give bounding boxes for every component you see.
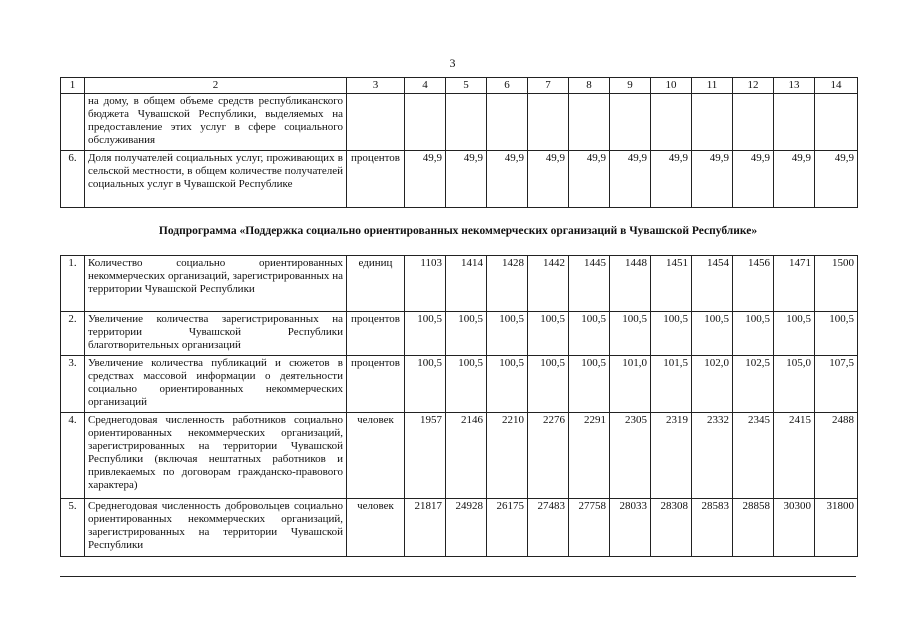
value-cell: 2332: [692, 413, 733, 499]
value-cell: 107,5: [815, 356, 858, 413]
value-cell: 102,5: [733, 356, 774, 413]
value-cell: 101,0: [610, 356, 651, 413]
page-number: 3: [449, 56, 456, 70]
value-cell: 2210: [487, 413, 528, 499]
value-cell: 28858: [733, 499, 774, 557]
value-cell: [446, 94, 487, 151]
value-cell: 28033: [610, 499, 651, 557]
table-row: [61, 151, 858, 208]
table-row: [61, 499, 858, 557]
value-cell: 1456: [733, 256, 774, 312]
value-cell: 49,9: [610, 151, 651, 208]
value-cell: 31800: [815, 499, 858, 557]
value-cell: 100,5: [528, 312, 569, 356]
value-cell: 100,5: [446, 356, 487, 413]
header-cell: 1: [61, 78, 85, 94]
value-cell: 102,0: [692, 356, 733, 413]
value-cell: 49,9: [774, 151, 815, 208]
indicator-text: Доля получателей социальных услуг, проживающих в сельской местности, в общем количестве получателей социальных услуг в Чувашской Республике: [85, 151, 347, 208]
table-row: [61, 356, 858, 413]
value-cell: 100,5: [692, 312, 733, 356]
value-cell: 100,5: [569, 356, 610, 413]
header-cell: 6: [487, 78, 528, 94]
value-cell: 49,9: [815, 151, 858, 208]
value-cell: [774, 94, 815, 151]
table-row: [61, 256, 858, 312]
value-cell: 1454: [692, 256, 733, 312]
value-cell: 49,9: [446, 151, 487, 208]
unit-cell: [347, 94, 405, 151]
value-cell: [569, 94, 610, 151]
row-number: 5.: [61, 499, 85, 557]
value-cell: 49,9: [733, 151, 774, 208]
table-row: [61, 312, 858, 356]
unit-cell: человек: [347, 413, 405, 499]
value-cell: 100,5: [774, 312, 815, 356]
value-cell: 27483: [528, 499, 569, 557]
row-number: 3.: [61, 356, 85, 413]
header-cell: 14: [815, 78, 858, 94]
value-cell: 2146: [446, 413, 487, 499]
bottom-divider: [60, 576, 856, 577]
value-cell: 49,9: [487, 151, 528, 208]
value-cell: 100,5: [569, 312, 610, 356]
value-cell: 49,9: [528, 151, 569, 208]
header-cell: 12: [733, 78, 774, 94]
unit-cell: процентов: [347, 356, 405, 413]
value-cell: 100,5: [651, 312, 692, 356]
value-cell: 1448: [610, 256, 651, 312]
value-cell: 28308: [651, 499, 692, 557]
unit-cell: процентов: [347, 151, 405, 208]
subprogram-title: Подпрограмма «Поддержка социально ориентированных некоммерческих организаций в Чувашской Республике»: [158, 225, 758, 237]
value-cell: 1442: [528, 256, 569, 312]
value-cell: 100,5: [487, 356, 528, 413]
value-cell: [405, 94, 446, 151]
value-cell: 105,0: [774, 356, 815, 413]
row-number: [61, 94, 85, 151]
value-cell: 1500: [815, 256, 858, 312]
unit-cell: процентов: [347, 312, 405, 356]
value-cell: 27758: [569, 499, 610, 557]
value-cell: 30300: [774, 499, 815, 557]
indicator-text: на дому, в общем объеме средств республиканского бюджета Чувашской Республики, выделяемых на предоставление этих услуг в сфере социального обслуживания: [85, 94, 347, 151]
value-cell: 2276: [528, 413, 569, 499]
value-cell: 1451: [651, 256, 692, 312]
value-cell: [692, 94, 733, 151]
table-row: [61, 413, 858, 499]
header-cell: 13: [774, 78, 815, 94]
header-cell: 11: [692, 78, 733, 94]
header-cell: 10: [651, 78, 692, 94]
value-cell: 2415: [774, 413, 815, 499]
value-cell: 2291: [569, 413, 610, 499]
value-cell: [487, 94, 528, 151]
value-cell: [651, 94, 692, 151]
indicator-text: Среднегодовая численность работников социально ориентированных некоммерческих организаций, зарегистрированных на территории Чувашской Республики (включая нештатных работников и привлекаемых по договорам гражданско-правового характера): [85, 413, 347, 499]
value-cell: 2345: [733, 413, 774, 499]
value-cell: 49,9: [651, 151, 692, 208]
value-cell: [528, 94, 569, 151]
value-cell: 2488: [815, 413, 858, 499]
indicators-table-top: [60, 77, 858, 208]
header-row: [61, 78, 858, 94]
value-cell: 49,9: [405, 151, 446, 208]
indicator-text: Увеличение количества зарегистрированных на территории Чувашской Республики благотворительных организаций: [85, 312, 347, 356]
unit-cell: человек: [347, 499, 405, 557]
value-cell: 1103: [405, 256, 446, 312]
indicator-text: Среднегодовая численность добровольцев социально ориентированных некоммерческих организаций, зарегистрированных на территории Чувашской Республики: [85, 499, 347, 557]
value-cell: 101,5: [651, 356, 692, 413]
indicator-text: Количество социально ориентированных некоммерческих организаций, зарегистрированных на территории Чувашской Республики: [85, 256, 347, 312]
value-cell: 49,9: [569, 151, 610, 208]
header-cell: 4: [405, 78, 446, 94]
header-cell: 2: [85, 78, 347, 94]
header-cell: 3: [347, 78, 405, 94]
value-cell: 49,9: [692, 151, 733, 208]
value-cell: 100,5: [405, 312, 446, 356]
row-number: 4.: [61, 413, 85, 499]
row-number: 2.: [61, 312, 85, 356]
row-number: 1.: [61, 256, 85, 312]
value-cell: 100,5: [610, 312, 651, 356]
value-cell: 2305: [610, 413, 651, 499]
value-cell: 1428: [487, 256, 528, 312]
unit-cell: единиц: [347, 256, 405, 312]
value-cell: 100,5: [405, 356, 446, 413]
header-cell: 9: [610, 78, 651, 94]
indicators-table-bottom: [60, 255, 858, 557]
value-cell: [815, 94, 858, 151]
indicator-text: Увеличение количества публикаций и сюжетов в средствах массовой информации о деятельности социально ориентированных некоммерческих организаций: [85, 356, 347, 413]
value-cell: 100,5: [815, 312, 858, 356]
value-cell: 1957: [405, 413, 446, 499]
value-cell: 1471: [774, 256, 815, 312]
header-cell: 5: [446, 78, 487, 94]
value-cell: 26175: [487, 499, 528, 557]
table-row: [61, 94, 858, 151]
value-cell: 2319: [651, 413, 692, 499]
value-cell: 28583: [692, 499, 733, 557]
header-cell: 8: [569, 78, 610, 94]
header-cell: 7: [528, 78, 569, 94]
value-cell: 100,5: [733, 312, 774, 356]
value-cell: [733, 94, 774, 151]
value-cell: 100,5: [487, 312, 528, 356]
value-cell: 24928: [446, 499, 487, 557]
row-number: 6.: [61, 151, 85, 208]
value-cell: 21817: [405, 499, 446, 557]
value-cell: 1414: [446, 256, 487, 312]
value-cell: 100,5: [446, 312, 487, 356]
value-cell: 100,5: [528, 356, 569, 413]
value-cell: [610, 94, 651, 151]
value-cell: 1445: [569, 256, 610, 312]
